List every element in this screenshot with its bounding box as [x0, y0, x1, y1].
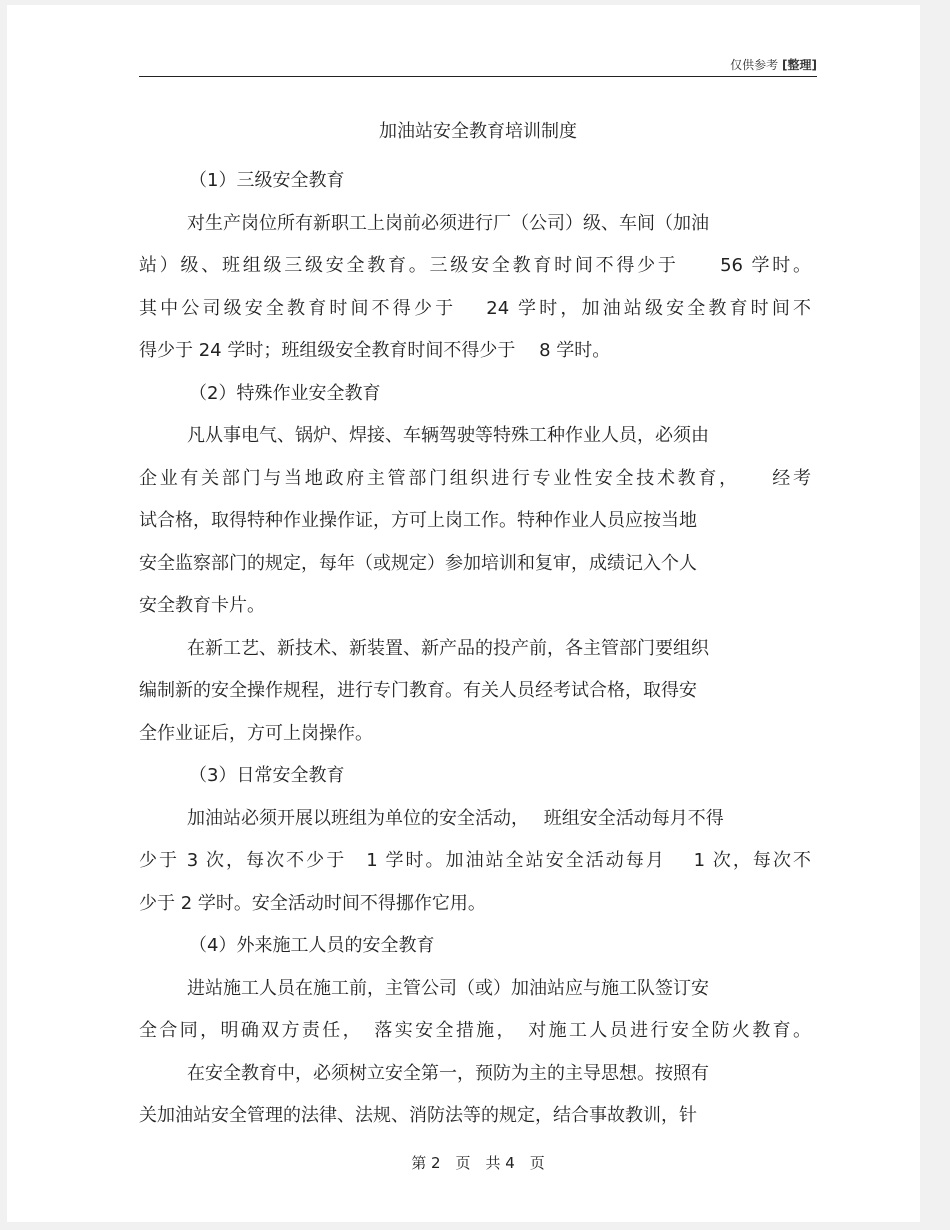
text-line: 少于 3 次，每次不少于 1 学时。加油站全站安全活动每月 1 次，每次不	[139, 850, 811, 871]
section-heading: （3）日常安全教育	[189, 765, 345, 786]
text-line: 全作业证后，方可上岗操作。	[139, 722, 373, 744]
document-body	[139, 160, 811, 1138]
text-line: 进站施工人员在施工前，主管公司（或）加油站应与施工队签订安	[187, 977, 709, 999]
section-heading: （2）特殊作业安全教育	[189, 382, 381, 404]
section-heading: （1）三级安全教育	[189, 170, 345, 191]
document-title: 加油站安全教育培训制度	[379, 121, 577, 142]
text-line: 在安全教育中，必须树立安全第一，预防为主的主导思想。按照有	[187, 1062, 709, 1084]
text-line: 安全教育卡片。	[139, 595, 265, 616]
text-line: 加油站必须开展以班组为单位的安全活动， 班组安全活动每月不得	[187, 807, 724, 829]
document-page	[7, 5, 920, 1222]
text-line: 对生产岗位所有新职工上岗前必须进行厂（公司）级、车间（加油	[187, 212, 709, 234]
header-bracket: [整理]	[782, 58, 817, 72]
text-line: 少于 2 学时。安全活动时间不得挪作它用。	[139, 892, 486, 914]
text-line: 得少于 24 学时；班组级安全教育时间不得少于 8 学时。	[139, 340, 611, 361]
text-line: 编制新的安全操作规程，进行专门教育。有关人员经考试合格，取得安	[139, 680, 697, 701]
text-line: 企业有关部门与当地政府主管部门组织进行专业性安全技术教育， 经考	[139, 467, 811, 489]
page-footer: 第 2 页 共 4 页	[411, 1154, 545, 1172]
header-note: 仅供参考	[730, 58, 779, 72]
text-line: 站）级、班组级三级安全教育。三级安全教育时间不得少于 56 学时。	[139, 255, 811, 276]
header-rule	[139, 76, 817, 77]
text-line: 在新工艺、新技术、新装置、新产品的投产前，各主管部门要组织	[187, 637, 709, 659]
text-line: 其中公司级安全教育时间不得少于 24 学时，加油站级安全教育时间不	[139, 297, 811, 319]
text-line: 关加油站安全管理的法律、法规、消防法等的规定，结合事故教训，针	[139, 1105, 697, 1126]
text-line: 凡从事电气、锅炉、焊接、车辆驾驶等特殊工种作业人员，必须由	[187, 425, 709, 446]
text-line: 试合格，取得特种作业操作证，方可上岗工作。特种作业人员应按当地	[139, 510, 697, 531]
text-line: 安全监察部门的规定，每年（或规定）参加培训和复审，成绩记入个人	[139, 552, 697, 574]
section-heading: （4）外来施工人员的安全教育	[189, 935, 435, 956]
page-header	[139, 57, 817, 73]
text-line: 全合同，明确双方责任， 落实安全措施， 对施工人员进行安全防火教育。	[139, 1020, 811, 1041]
